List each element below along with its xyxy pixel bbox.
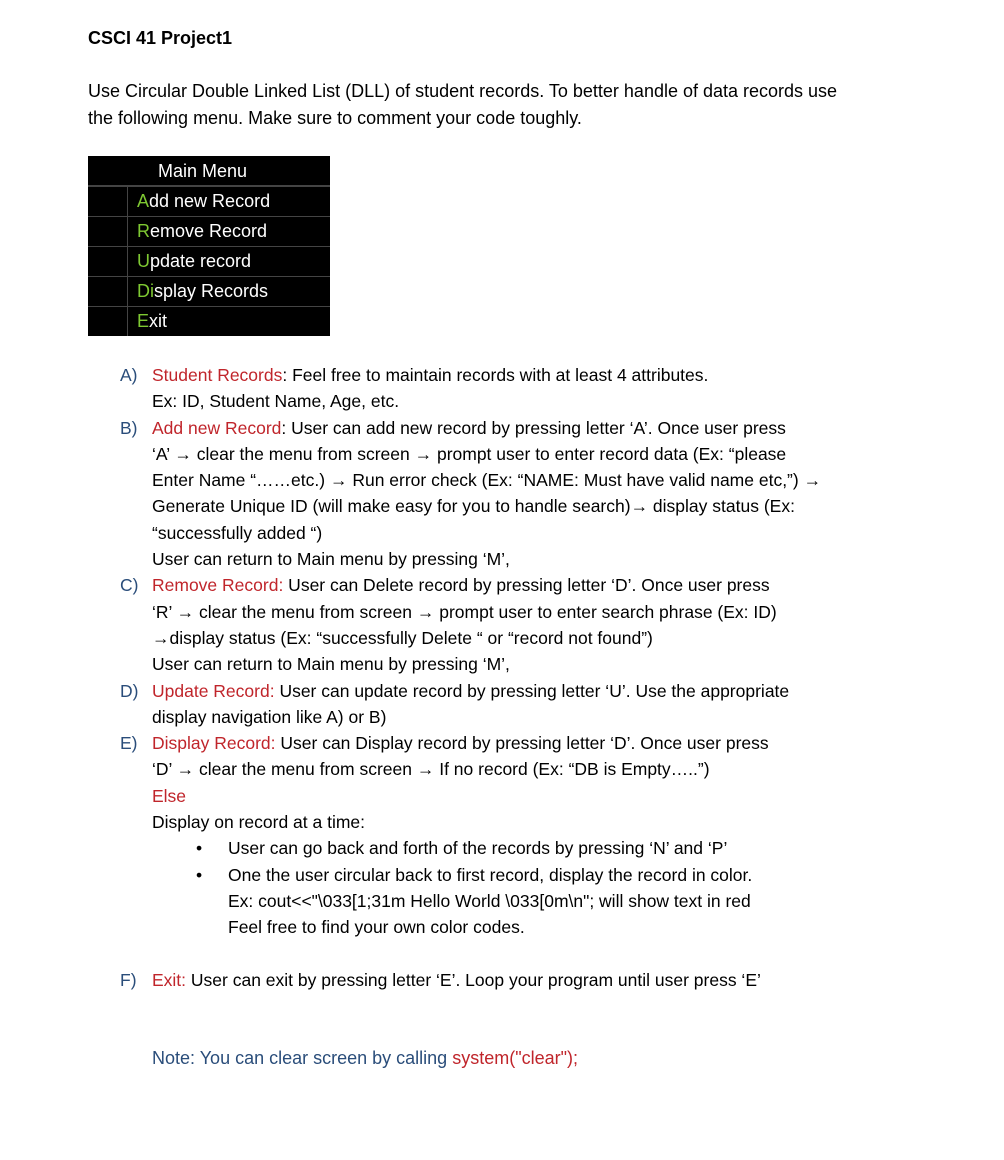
item-letter: C): [120, 575, 139, 596]
menu-row-update: [88, 246, 330, 276]
item-letter: A): [120, 365, 138, 385]
menu-row-display: [88, 276, 330, 306]
else-label: Else: [152, 785, 187, 806]
item-heading: Exit:: [152, 969, 187, 990]
menu-row-remove: [88, 216, 330, 246]
menu-item-add: Add new Record: [137, 191, 271, 211]
item-letter: F): [120, 969, 137, 990]
bullet-icon: •: [196, 864, 203, 885]
menu-item-update: Update record: [137, 251, 252, 271]
menu-item-exit: Exit: [137, 311, 168, 331]
item-heading: Student Records: [152, 365, 283, 385]
document-title: CSCI 41 Project1: [88, 28, 233, 48]
item-heading: Update Record:: [152, 680, 275, 701]
intro-line: Use Circular Double Linked List (DLL) of student records. To better handle of data records use: [88, 81, 838, 101]
menu-item-remove: Remove Record: [137, 221, 268, 241]
bullet-item: • User can go back and forth of the records by pressing ‘N’ and ‘P’: [152, 835, 980, 861]
item-heading: Display Record:: [152, 733, 276, 754]
intro-line: the following menu. Make sure to comment your code toughly.: [88, 108, 582, 128]
item-exit: F) Exit: User can exit by pressing letter ‘E’. Loop your program until user press ‘E’: [120, 967, 980, 993]
item-update-record: D) Update Record: User can update record by pressing letter ‘U’. Use the appropriate display navigation like A) or B): [120, 678, 980, 731]
intro-paragraph: [88, 78, 948, 132]
requirements-list: [120, 362, 980, 993]
display-bullets: [152, 835, 980, 940]
item-add-new-record: B) Add new Record: User can add new record by pressing letter ‘A’. Once user press ‘A’ → clear the menu from screen → prompt user to enter record data (Ex: “please Enter Name “……etc.) → Run error check (Ex: “NAME: Must have valid name etc,”) → Generate Unique ID (will make easy for you to handle search)→ display status (Ex: “successfully added “) User can return to Main menu by pressing ‘M’,: [120, 415, 980, 573]
menu-row-exit: [88, 306, 330, 336]
item-heading: Add new Record: [152, 417, 282, 438]
item-letter: B): [120, 417, 138, 438]
code-snippet: system("clear");: [452, 1048, 578, 1068]
item-student-records: A) Student Records: Feel free to maintain records with at least 4 attributes. Ex: ID, Student Name, Age, etc.: [120, 362, 980, 415]
bullet-icon: •: [196, 838, 203, 859]
bullet-item: • One the user circular back to first record, display the record in color. Ex: cout<<"\033[1;31m Hello World \033[0m\n"; will show text in red Feel free to find your own color codes.: [152, 862, 980, 941]
item-heading: Remove Record:: [152, 575, 284, 596]
main-menu-table: [88, 156, 330, 336]
menu-item-display: Display Records: [137, 281, 269, 301]
clear-screen-note: Note: You can clear screen by calling system("clear");: [152, 1048, 578, 1068]
item-letter: D): [120, 680, 139, 701]
item-letter: E): [120, 733, 138, 754]
menu-row-add: [88, 186, 330, 216]
item-display-record: E) Display Record: User can Display record by pressing letter ‘D’. Once user press ‘D’ → clear the menu from screen → If no record (Ex: “DB is Empty…..”) Else Display on record at a time: • User can go back and forth of the records by pressing ‘N’ and ‘P’ • One the user circular back to first record, display the record in color. Ex: cout<<"\033[1;31m Hello World \033[0m\n"; will show text in red Feel free to find your own color codes.: [120, 730, 980, 940]
menu-header: Main Menu: [88, 156, 330, 186]
item-remove-record: C) Remove Record: User can Delete record by pressing letter ‘D’. Once user press ‘R’ → clear the menu from screen → prompt user to enter search phrase (Ex: ID) →display status (Ex: “successfully Delete “ or “record not found”) User can return to Main menu by pressing ‘M’,: [120, 572, 980, 677]
